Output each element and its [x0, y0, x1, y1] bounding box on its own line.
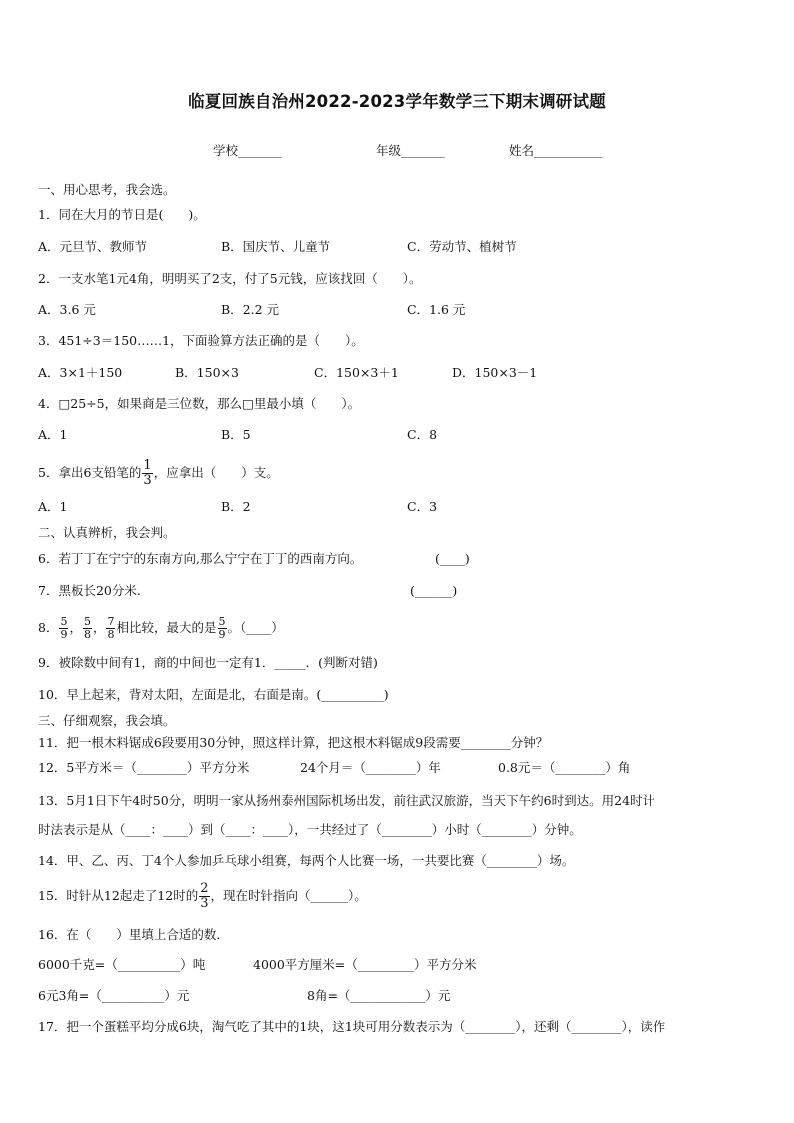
q13-line1: 13．5月1日下午4时50分，明明一家从扬州泰州国际机场出发，前往武汉旅游，当天下午约6时到达。用24时计 — [38, 793, 656, 808]
q8-fraction-1 — [59, 616, 68, 641]
q8-text: 8． $\frac{5}{9}$ ， $\frac{5}{8}$ ， $\frac{7}{8}$ 相比较，最大的是 $\frac{5}{9}$ 。（____） — [38, 615, 284, 641]
q8-fraction-3-denominator: 8 — [107, 628, 115, 641]
q1-option-b: B．国庆节、儿童节 — [221, 239, 331, 254]
q5-option-b: B．2 — [221, 499, 251, 514]
q3-text: 3．451÷3＝150……1，下面验算方法正确的是（ ）。 — [38, 333, 364, 348]
q5-fraction-denominator: 3 — [143, 473, 152, 488]
q8-prefix: 8． — [38, 620, 59, 635]
q12-part3: 0.8元＝（________）角 — [498, 760, 631, 775]
section3-heading: 三、仔细观察，我会填。 — [38, 713, 176, 728]
q8-fraction-1-denominator: 9 — [60, 628, 68, 641]
q8-fraction-1-numerator: 5 — [60, 615, 68, 628]
q8-fraction-2-numerator: 5 — [83, 615, 91, 628]
q16-row2-b: 8角=（____________）元 — [307, 988, 451, 1003]
q8-fraction-2-denominator: 8 — [83, 628, 91, 641]
q2-option-a: A．3.6 元 — [38, 302, 96, 317]
q15-fraction-denominator: 3 — [200, 896, 209, 911]
q15-text-before: 15．时针从12起走了12时的 — [38, 888, 199, 903]
q5-text-after: ，应拿出（ ）支。 — [153, 465, 279, 480]
q5-fraction — [142, 459, 152, 488]
q8-fraction-4-denominator: 9 — [218, 628, 226, 641]
name-blank: ___________ — [534, 143, 603, 158]
q1-option-c: C．劳动节、植树节 — [407, 239, 517, 254]
q5-text-before: 5．拿出6支铅笔的 — [38, 465, 142, 480]
q8-fraction-4 — [218, 616, 227, 641]
q6-answer-blank: (____) — [435, 551, 470, 566]
section1-heading: 一、用心思考，我会选。 — [38, 182, 176, 197]
q15-text — [38, 882, 367, 911]
q6-text: 6．若丁丁在宁宁的东南方向,那么宁宁在丁丁的西南方向。 — [38, 551, 363, 566]
q16-row1-a: 6000千克=（__________）吨 — [38, 957, 206, 972]
school-field — [213, 141, 282, 159]
q7-text: 7．黑板长20分米. — [38, 583, 141, 598]
q4-option-c: C．8 — [407, 427, 438, 442]
q5-option-c: C．3 — [407, 499, 438, 514]
q1-text: 1．同在大月的节日是( )。 — [38, 207, 206, 222]
q5-option-a: A．1 — [38, 499, 68, 514]
q16-row2-a: 6元3角=（__________）元 — [38, 988, 190, 1003]
q7-answer-blank: (______) — [410, 583, 458, 598]
q3-option-a: A．3×1＋150 — [38, 365, 123, 380]
q17-text: 17．把一个蛋糕平均分成6块，淘气吃了其中的1块，这1块可用分数表示为（________），还剩（________），读作 — [38, 1019, 666, 1034]
q2-text: 2．一支水笔1元4角，明明买了2支，付了5元钱，应该找回（ ）。 — [38, 271, 422, 286]
q2-option-b: B．2.2 元 — [221, 302, 280, 317]
q4-text: 4．□25÷5，如果商是三位数，那么□里最小填（ ）。 — [38, 396, 361, 411]
grade-label: 年级 — [376, 143, 402, 158]
q8-fraction-3 — [106, 616, 115, 641]
q10-text: 10．早上起来，背对太阳，左面是北，右面是南。(__________) — [38, 687, 389, 702]
q8-fraction-4-numerator: 5 — [218, 615, 226, 628]
q8-fraction-3-numerator: 7 — [107, 615, 115, 628]
q15-fraction — [199, 882, 209, 911]
q5-text — [38, 459, 279, 488]
q1-option-a: A．元旦节、教师节 — [38, 239, 148, 254]
q3-option-d: D．150×3－1 — [452, 365, 538, 380]
q3-option-b: B．150×3 — [175, 365, 239, 380]
q15-text-after: ，现在时针指向（______）。 — [210, 888, 367, 903]
q12-part1: 12．5平方米＝（________）平方分米 — [38, 760, 250, 775]
q5-fraction-numerator: 1 — [143, 458, 152, 473]
q8-fraction-2 — [83, 616, 92, 641]
q9-text: 9．被除数中间有1，商的中间也一定有1．_____．(判断对错) — [38, 655, 378, 670]
q14-text: 14．甲、乙、丙、丁4个人参加乒乓球小组赛，每两个人比赛一场，一共要比赛（________）场。 — [38, 853, 575, 868]
q12-part2: 24个月＝（________）年 — [300, 760, 441, 775]
q16-row1-b: 4000平方厘米=（_________）平方分米 — [253, 957, 477, 972]
name-label: 姓名 — [509, 143, 535, 158]
q15-fraction-numerator: 2 — [200, 881, 209, 896]
grade-field — [376, 141, 445, 159]
grade-blank: _______ — [401, 143, 445, 158]
q8-mid-text: 相比较，最大的是 — [116, 620, 217, 635]
exam-title: 临夏回族自治州2022-2023学年数学三下期末调研试题 — [188, 92, 606, 111]
q4-option-b: B．5 — [221, 427, 251, 442]
q11-text: 11．把一根木料锯成6段要用30分钟，照这样计算，把这根木料锯成9段需要________分钟？ — [38, 735, 549, 750]
q3-option-c: C．150×3＋1 — [314, 365, 399, 380]
school-label: 学校 — [213, 143, 239, 158]
section2-heading: 二、认真辨析，我会判。 — [38, 525, 176, 540]
q4-option-a: A．1 — [38, 427, 68, 442]
name-field — [509, 141, 603, 159]
q8-tail: 。（____） — [227, 620, 284, 635]
q16-text: 16．在（ ）里填上合适的数． — [38, 927, 229, 942]
q13-line2: 时法表示是从（____：____）到（____：____），一共经过了（________）小时（________）分钟。 — [38, 822, 582, 837]
q2-option-c: C．1.6 元 — [407, 302, 466, 317]
school-blank: _______ — [238, 143, 282, 158]
